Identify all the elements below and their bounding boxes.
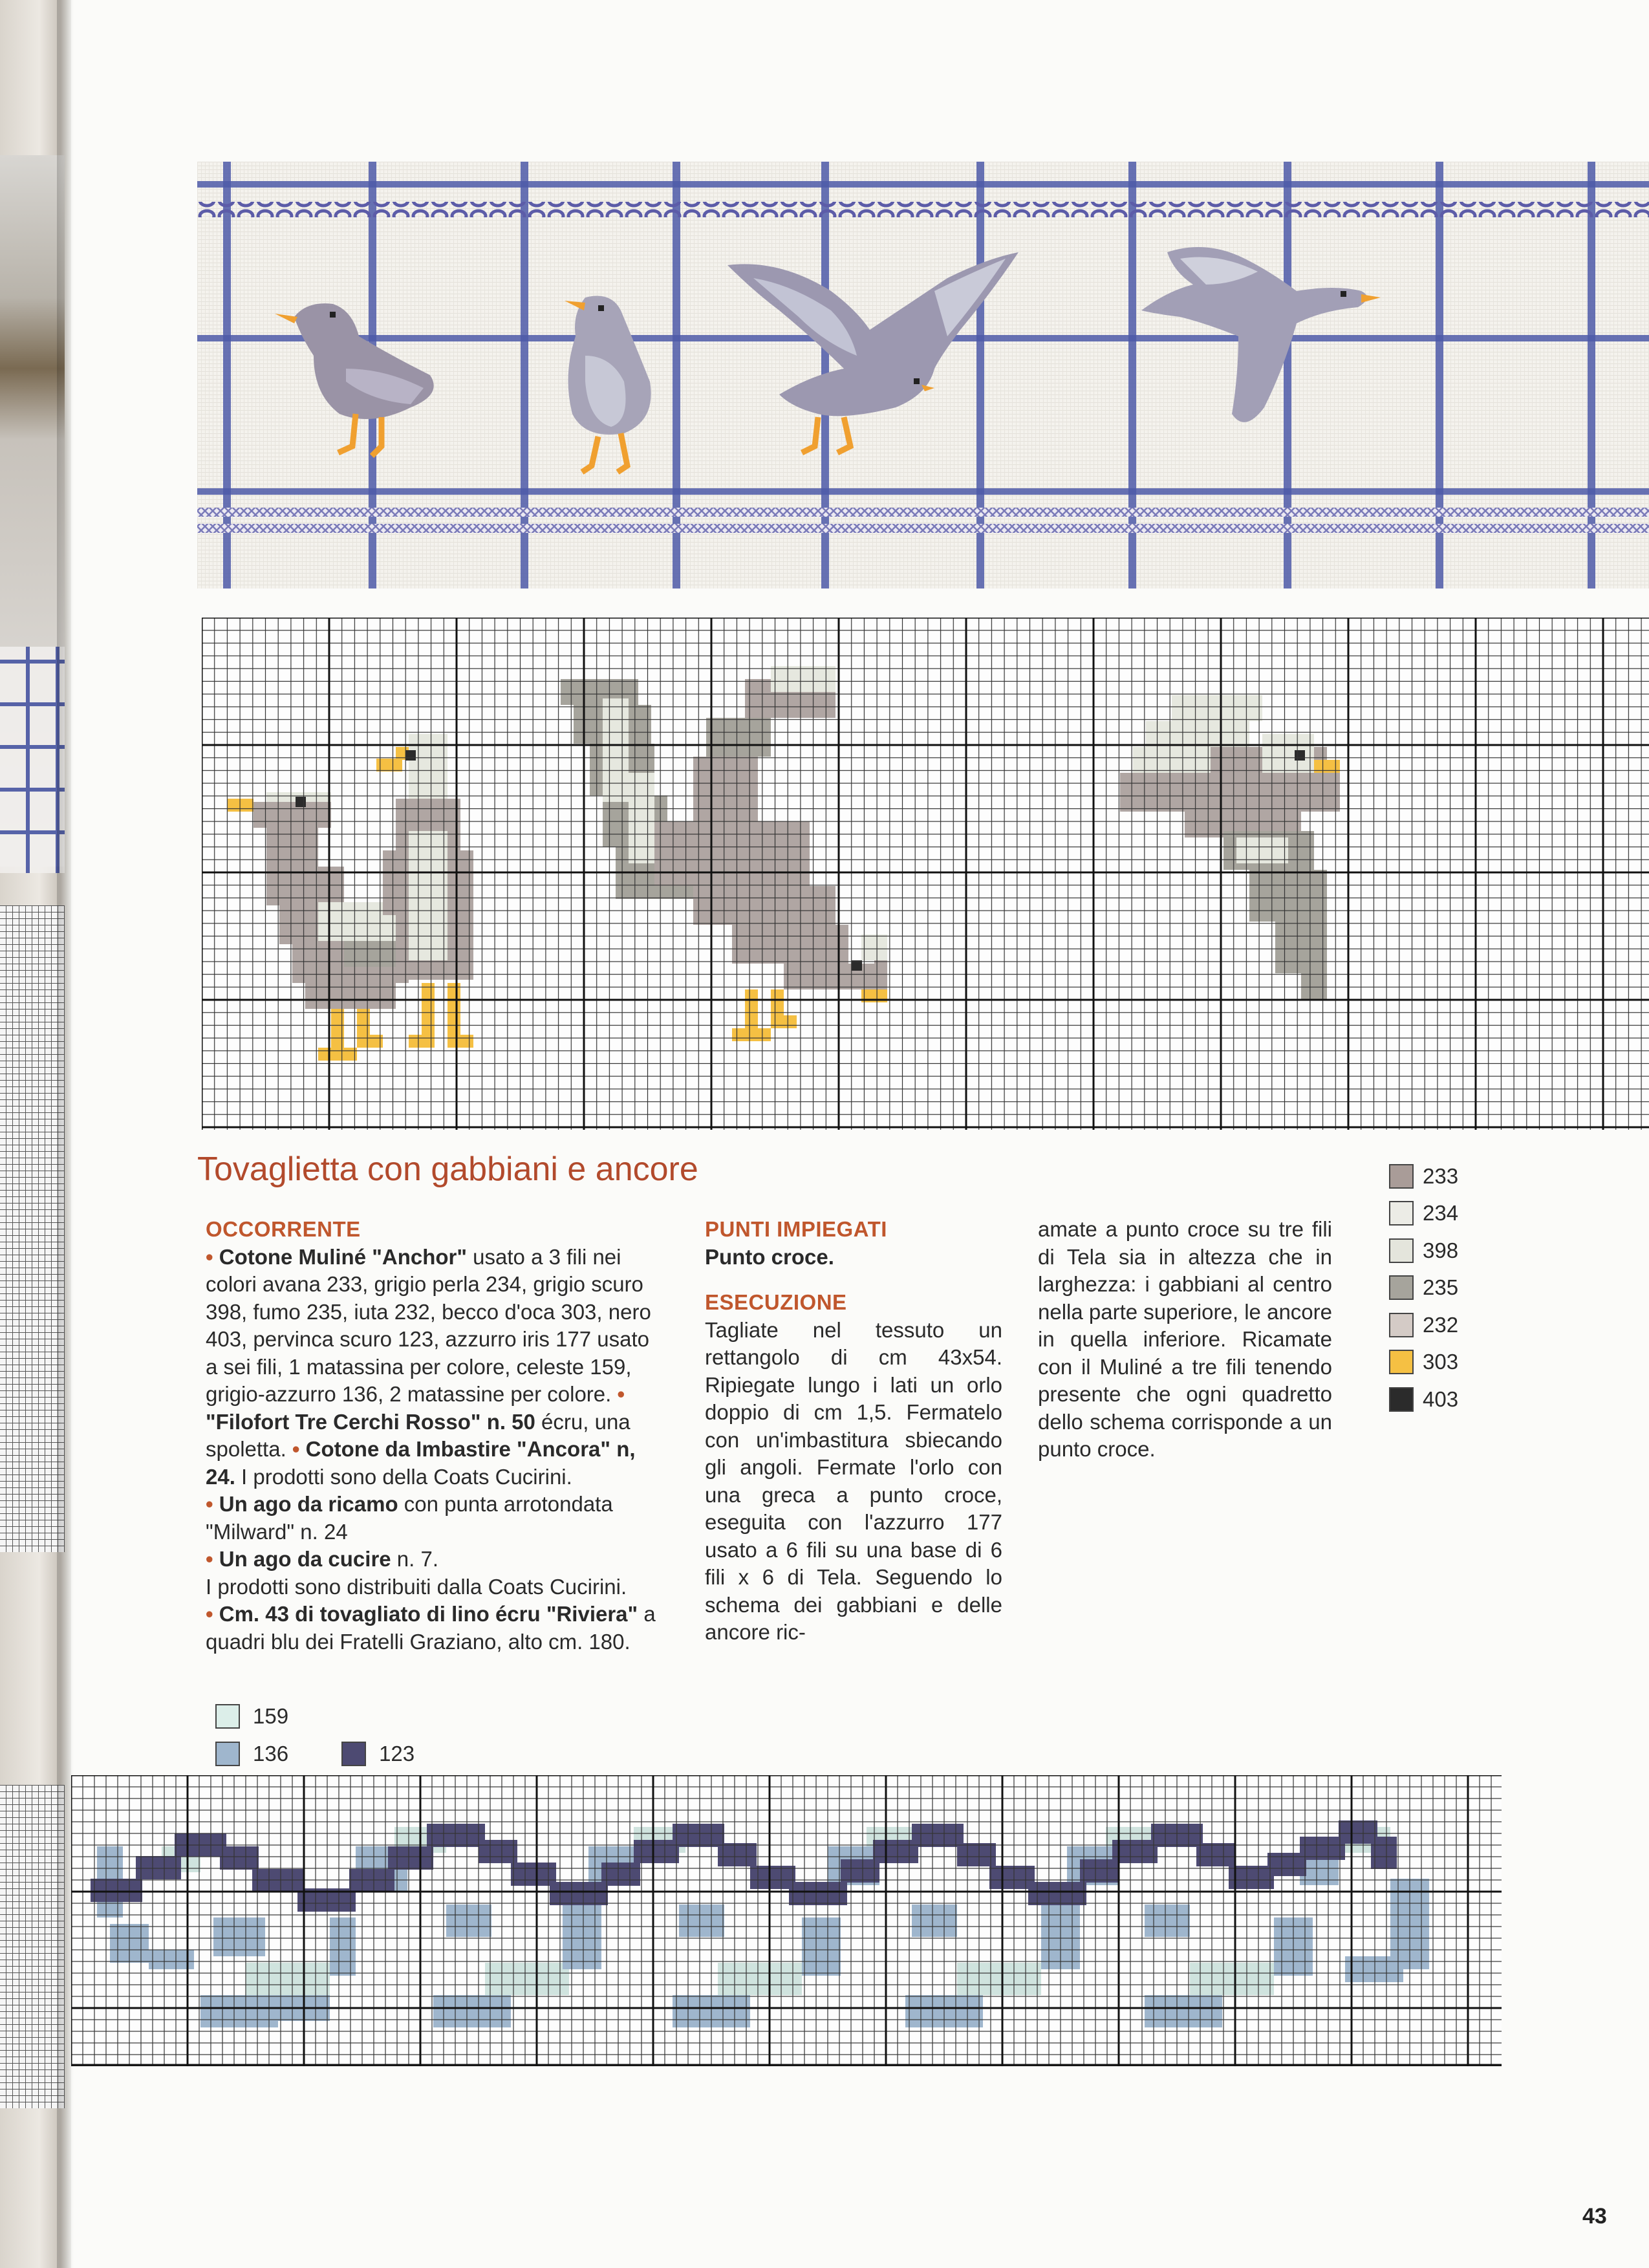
esecuzione-text-part-1: Tagliate nel tessuto un rettangolo di cm 43x54. Ripiegate lungo i lati un orlo doppio di cm 1,5. Fermatelo con un'imbastitura sbiecando gli angoli. Fermate l'orlo con una greca a punto croce, eseguita con l'azzurro 177 usato a 6 fili su una base di 6 fili x 6 di Tela. Seguendo lo schema dei gabbiani e delle ancore ric- [705, 1317, 1002, 1644]
gull-cross-stitch-chart [202, 618, 1649, 1130]
swatch [1389, 1313, 1414, 1337]
article-title: Tovaglietta con gabbiani e ancore [197, 1150, 698, 1188]
swatch [341, 1742, 366, 1766]
occorrente-heading: OCCORRENTE [206, 1217, 361, 1241]
swatch [215, 1742, 240, 1766]
anchor-wave-cross-stitch-chart [71, 1775, 1502, 2066]
gull-chart-svg [202, 618, 1649, 1130]
swatch [1389, 1201, 1414, 1226]
swatch [1389, 1387, 1414, 1412]
legend-item-234: 234 [1389, 1195, 1458, 1233]
occorrente-item-7: • Cm. 43 di tovagliato di lino écru "Riviera" a quadri blu dei Fratelli Graziano, alto cm. 180. [206, 1602, 656, 1654]
punti-heading: PUNTI IMPIEGATI [705, 1217, 887, 1241]
legend-item-303: 303 [1389, 1344, 1458, 1381]
page-number: 43 [1582, 2204, 1607, 2229]
legend-row-136-123: 136 123 [215, 1735, 415, 1773]
legend-item-159: 159 [215, 1698, 415, 1735]
legend-item-233: 233 [1389, 1158, 1458, 1195]
previous-page-chart-bottom [0, 1785, 65, 2108]
bullet: • [206, 1492, 213, 1516]
occorrente-column [206, 1216, 658, 1656]
punti-esecuzione-column [705, 1216, 1002, 1647]
color-legend [1389, 1158, 1458, 1418]
esecuzione-heading: ESECUZIONE [705, 1290, 847, 1314]
legend-item-232: 232 [1389, 1306, 1458, 1344]
punti-text: Punto croce. [705, 1244, 834, 1269]
bullet: • [292, 1437, 300, 1461]
occorrente-item-6: I prodotti sono distribuiti dalla Coats Cucirini. [206, 1574, 627, 1599]
esecuzione-continued-column [1038, 1216, 1332, 1463]
occorrente-item-5: • Un ago da cucire n. 7. [206, 1547, 439, 1571]
swatch [1389, 1350, 1414, 1374]
legend-item-398: 398 [1389, 1232, 1458, 1269]
embroidery-photo-svg [197, 162, 1649, 589]
legend-item-403: 403 [1389, 1381, 1458, 1418]
swatch [1389, 1164, 1414, 1189]
bullet: • [617, 1382, 625, 1406]
embroidery-photo [197, 162, 1649, 589]
previous-page-check-fabric [0, 647, 65, 873]
esecuzione-text-part-2: amate a punto croce su tre fili di Tela sia in altezza che in larghezza: i gabbiani al centro nella parte superiore, le ancore in quella inferiore. Ricamate con il Muliné a tre fili tenendo presente che ogni quadretto dello schema corrisponde a un punto croce. [1038, 1217, 1332, 1461]
occorrente-item-1: • Cotone Muliné "Anchor" usato a 3 fili nei colori avana 233, grigio perla 234, grigio scuro 398, fumo 235, iuta 232, becco d'oca 303, nero 403, pervinca scuro 123, azzurro iris 177 usato a sei fili, 1 matassina per colore, celeste 159, grigio-azzurro 136, 2 matassine per colore. • "Filofort Tre Cerchi Rosso" n. 50 écru, una spoletta. • Cotone da Imbastire "Ancora" n, 24. I prodotti sono della Coats Cucirini. [206, 1244, 651, 1489]
wave-chart-svg [71, 1775, 1502, 2066]
legend-item-235: 235 [1389, 1269, 1458, 1307]
swatch [1389, 1238, 1414, 1263]
bullet: • [206, 1244, 213, 1269]
bullet: • [206, 1547, 213, 1571]
border-color-legend [215, 1698, 415, 1773]
swatch [1389, 1275, 1414, 1300]
previous-page-chart [0, 905, 65, 1552]
swatch [215, 1704, 240, 1729]
occorrente-item-4: • Un ago da ricamo con punta arrotondata "Milward" n. 24 [206, 1492, 613, 1544]
bullet: • [206, 1602, 213, 1626]
